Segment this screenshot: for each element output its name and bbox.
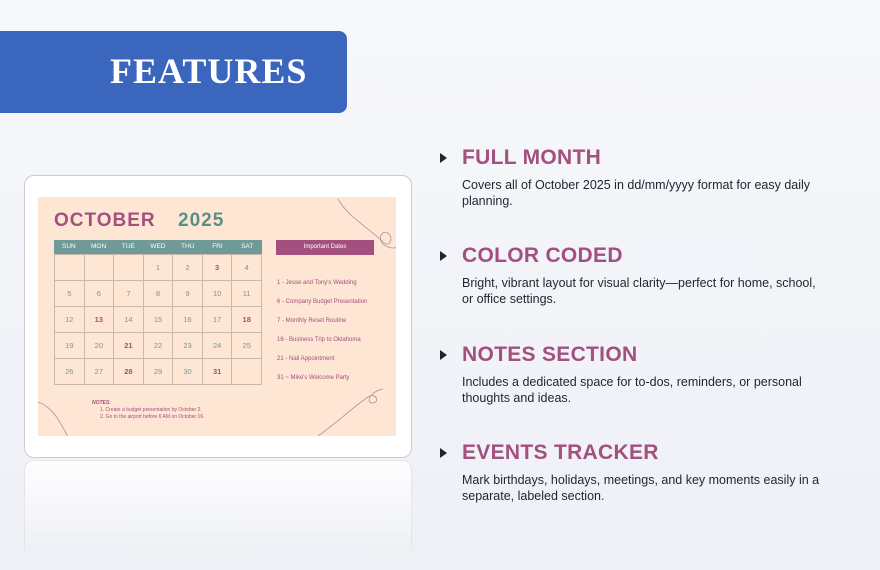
event-item: 16 - Business Trip to Oklahoma (277, 337, 361, 343)
day-cell: 5 (55, 281, 85, 307)
day-cell: 10 (203, 281, 233, 307)
day-cell: 19 (55, 333, 85, 359)
note-item: 1. Create a budget presentation by October 2. (100, 407, 202, 413)
event-item: 1 - Jesse and Tony's Wedding (277, 280, 357, 286)
day-cell: 30 (173, 359, 203, 385)
weekday-label: SAT (241, 243, 254, 250)
banner-title: FEATURES (110, 51, 308, 91)
event-item: 21 - Nail Appointment (277, 356, 335, 362)
weekday-label: THU (181, 243, 195, 250)
calendar-preview (38, 197, 396, 436)
notes-section (92, 400, 205, 421)
note-item: 2. Go to the airport before 6 AM on October 16. (100, 414, 205, 420)
day-cell: 21 (114, 333, 144, 359)
day-cell: 13 (85, 307, 115, 333)
day-cell: 26 (55, 359, 85, 385)
event-item: 7 - Monthly Reset Routine (277, 318, 347, 324)
weekday-label: FRI (212, 243, 223, 250)
day-cell: 6 (85, 281, 115, 307)
feature-description: Bright, vibrant layout for visual clarity—perfect for home, school, or office settings. (462, 276, 816, 306)
day-cell (232, 359, 262, 385)
day-cell: 24 (203, 333, 233, 359)
day-cell: 17 (203, 307, 233, 333)
triangle-bullet-icon (440, 251, 447, 261)
day-cells (54, 254, 262, 385)
day-cell: 14 (114, 307, 144, 333)
calendar-month: OCTOBER (54, 210, 156, 231)
day-cell: 20 (85, 333, 115, 359)
weekday-label: MON (90, 243, 107, 250)
day-cell: 18 (232, 307, 262, 333)
weekday-label: SUN (61, 243, 76, 250)
feature-description: Covers all of October 2025 in dd/mm/yyyy format for easy daily planning. (462, 178, 811, 208)
day-cell: 12 (55, 307, 85, 333)
triangle-bullet-icon (440, 448, 447, 458)
day-cell (114, 255, 144, 281)
feature-title: NOTES SECTION (462, 343, 638, 366)
day-cell: 11 (232, 281, 262, 307)
weekday-label: WED (150, 243, 166, 250)
day-cell: 31 (203, 359, 233, 385)
day-cell: 7 (114, 281, 144, 307)
feature-description: Mark birthdays, holidays, meetings, and key moments easily in a separate, labeled section. (462, 473, 820, 503)
day-cell: 1 (144, 255, 174, 281)
day-cell: 3 (203, 255, 233, 281)
calendar-year: 2025 (178, 210, 225, 231)
weekday-label: TUE (121, 243, 135, 250)
event-item: 6 - Company Budget Presentation (277, 299, 368, 305)
day-cell: 27 (85, 359, 115, 385)
day-cell: 16 (173, 307, 203, 333)
day-cell (55, 255, 85, 281)
day-cell: 9 (173, 281, 203, 307)
day-cell: 22 (144, 333, 174, 359)
calendar-grid (54, 240, 262, 385)
feature-title: EVENTS TRACKER (462, 441, 659, 464)
day-cell: 28 (114, 359, 144, 385)
day-cell: 29 (144, 359, 174, 385)
feature-description: Includes a dedicated space for to-dos, reminders, or personal thoughts and ideas. (462, 375, 802, 405)
day-cell: 8 (144, 281, 174, 307)
feature-title: COLOR CODED (462, 244, 623, 267)
day-cell: 4 (232, 255, 262, 281)
day-cell: 23 (173, 333, 203, 359)
day-cell (85, 255, 115, 281)
day-cell: 2 (173, 255, 203, 281)
device-reflection (24, 460, 412, 550)
feature-title: FULL MONTH (462, 146, 602, 169)
important-dates-list (277, 279, 387, 393)
event-item: 31 ~ Mike's Welcome Party (277, 375, 350, 381)
weekday-header (54, 240, 262, 254)
notes-title: NOTES: (92, 400, 111, 406)
day-cell: 25 (232, 333, 262, 359)
day-cell: 15 (144, 307, 174, 333)
triangle-bullet-icon (440, 153, 447, 163)
triangle-bullet-icon (440, 350, 447, 360)
important-dates-header: Important Dates (276, 240, 374, 255)
